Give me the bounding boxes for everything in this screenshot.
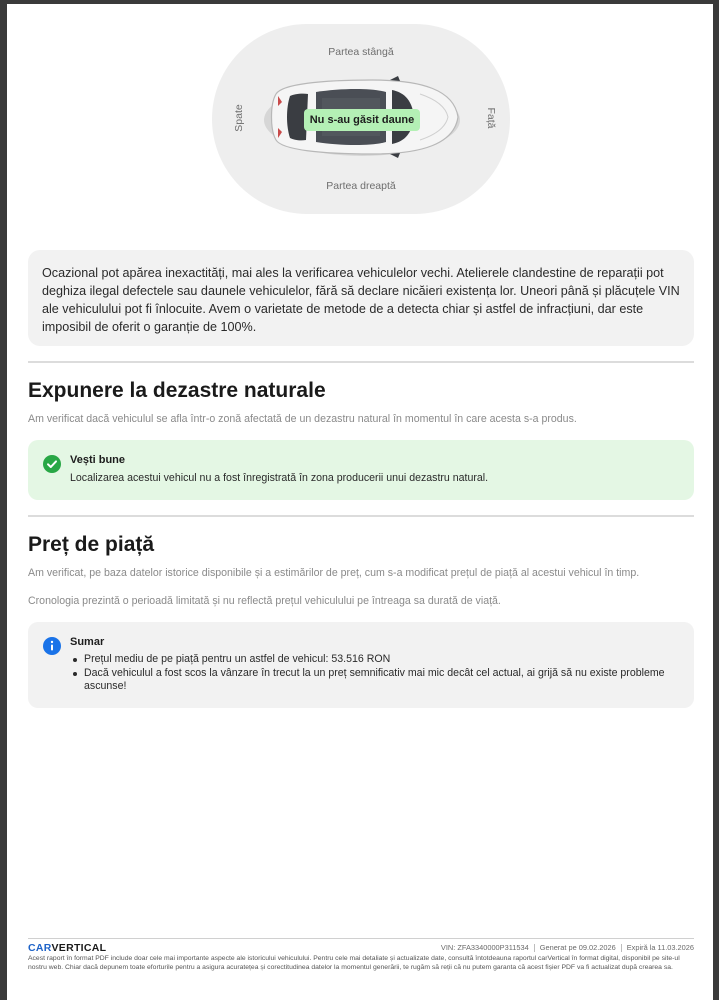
logo-part-vertical: VERTICAL [51, 942, 107, 954]
summary-box [28, 622, 694, 708]
disasters-title: Expunere la dezastre naturale [28, 379, 326, 402]
market-price-title: Preț de piață [28, 533, 155, 556]
good-news-box [28, 440, 694, 500]
generated-date: Generat pe 09.02.2026 [539, 943, 616, 952]
list-item: Dacă vehiculul a fost scos la vânzare în trecut la un preț semnificativ mai mic decât cel actual, ai grijă să nu existe probleme ascunse! [70, 667, 670, 694]
car-damage-diagram [212, 24, 510, 214]
list-item: Prețul mediu de pe piață pentru un astfel de vehicul: 53.516 RON [70, 653, 670, 667]
right-side-label: Partea dreaptă [326, 180, 396, 192]
market-price-note: Cronologia prezintă o perioadă limitată și nu reflectă prețul vehiculului pe întreaga sa durată de viață. [28, 595, 501, 607]
carvertical-logo [28, 942, 106, 954]
report-page [7, 4, 713, 1000]
left-side-label: Partea stângă [328, 46, 394, 58]
check-circle-icon [43, 455, 61, 473]
good-news-text: Localizarea acestui vehicul nu a fost înregistrată în zona producerii unui dezastru natural. [70, 472, 489, 484]
vin-number: VIN: ZFA3340000P311534 [440, 943, 529, 952]
expiry-date: Expiră la 11.03.2026 [626, 943, 694, 952]
section-divider [28, 361, 694, 363]
footer-disclaimer: Acest raport în format PDF include doar cele mai importante aspecte ale istoricului vehiculului. Pentru cele mai detaliate și actualizate date, consultă întotdeauna raportul carVertical în format digital, disponibil pe site-ul nostru web. Chiar dacă depunem toate eforturile pentru a asigura acuratețea și corectitudinea datelor la momentul generării, te rugăm să reții că nu putem garanta că acest fișier PDF va fi actualizat după crearea sa. [28, 955, 680, 971]
rear-label: Spate [233, 104, 245, 132]
summary-list [70, 653, 670, 694]
accuracy-note: Ocazional pot apărea inexactități, mai ales la verificarea vehiculelor vechi. Atelierele clandestine de reparații pot deghiza ilegal defectele sau daunele vehiculelor, fără să declare nicăieri existența lor. Uneori până și plăcuțele VIN ale vehiculului pot fi înlocuite. Avem o varietate de metode de a detecta chiar și astfel de infracțiuni, dar este imposibil de oferit o garanție de 100%. [28, 250, 694, 346]
section-divider [28, 515, 694, 517]
market-price-description: Am verificat, pe baza datelor istorice disponibile și a estimărilor de preț, cum s-a modificat prețul de piață al acestui vehicul în timp. [28, 567, 640, 579]
no-damage-badge: Nu s-au găsit daune [304, 109, 420, 131]
front-label: Față [485, 107, 497, 129]
good-news-title: Vești bune [70, 454, 126, 466]
summary-title: Sumar [70, 636, 105, 648]
report-meta [441, 943, 694, 952]
footer-divider [28, 938, 694, 939]
disasters-description: Am verificat dacă vehiculul se afla într-o zonă afectată de un dezastru natural în momentul în care acesta s-a produs. [28, 413, 577, 425]
logo-part-car: CAR [28, 942, 52, 954]
info-icon [43, 637, 61, 655]
